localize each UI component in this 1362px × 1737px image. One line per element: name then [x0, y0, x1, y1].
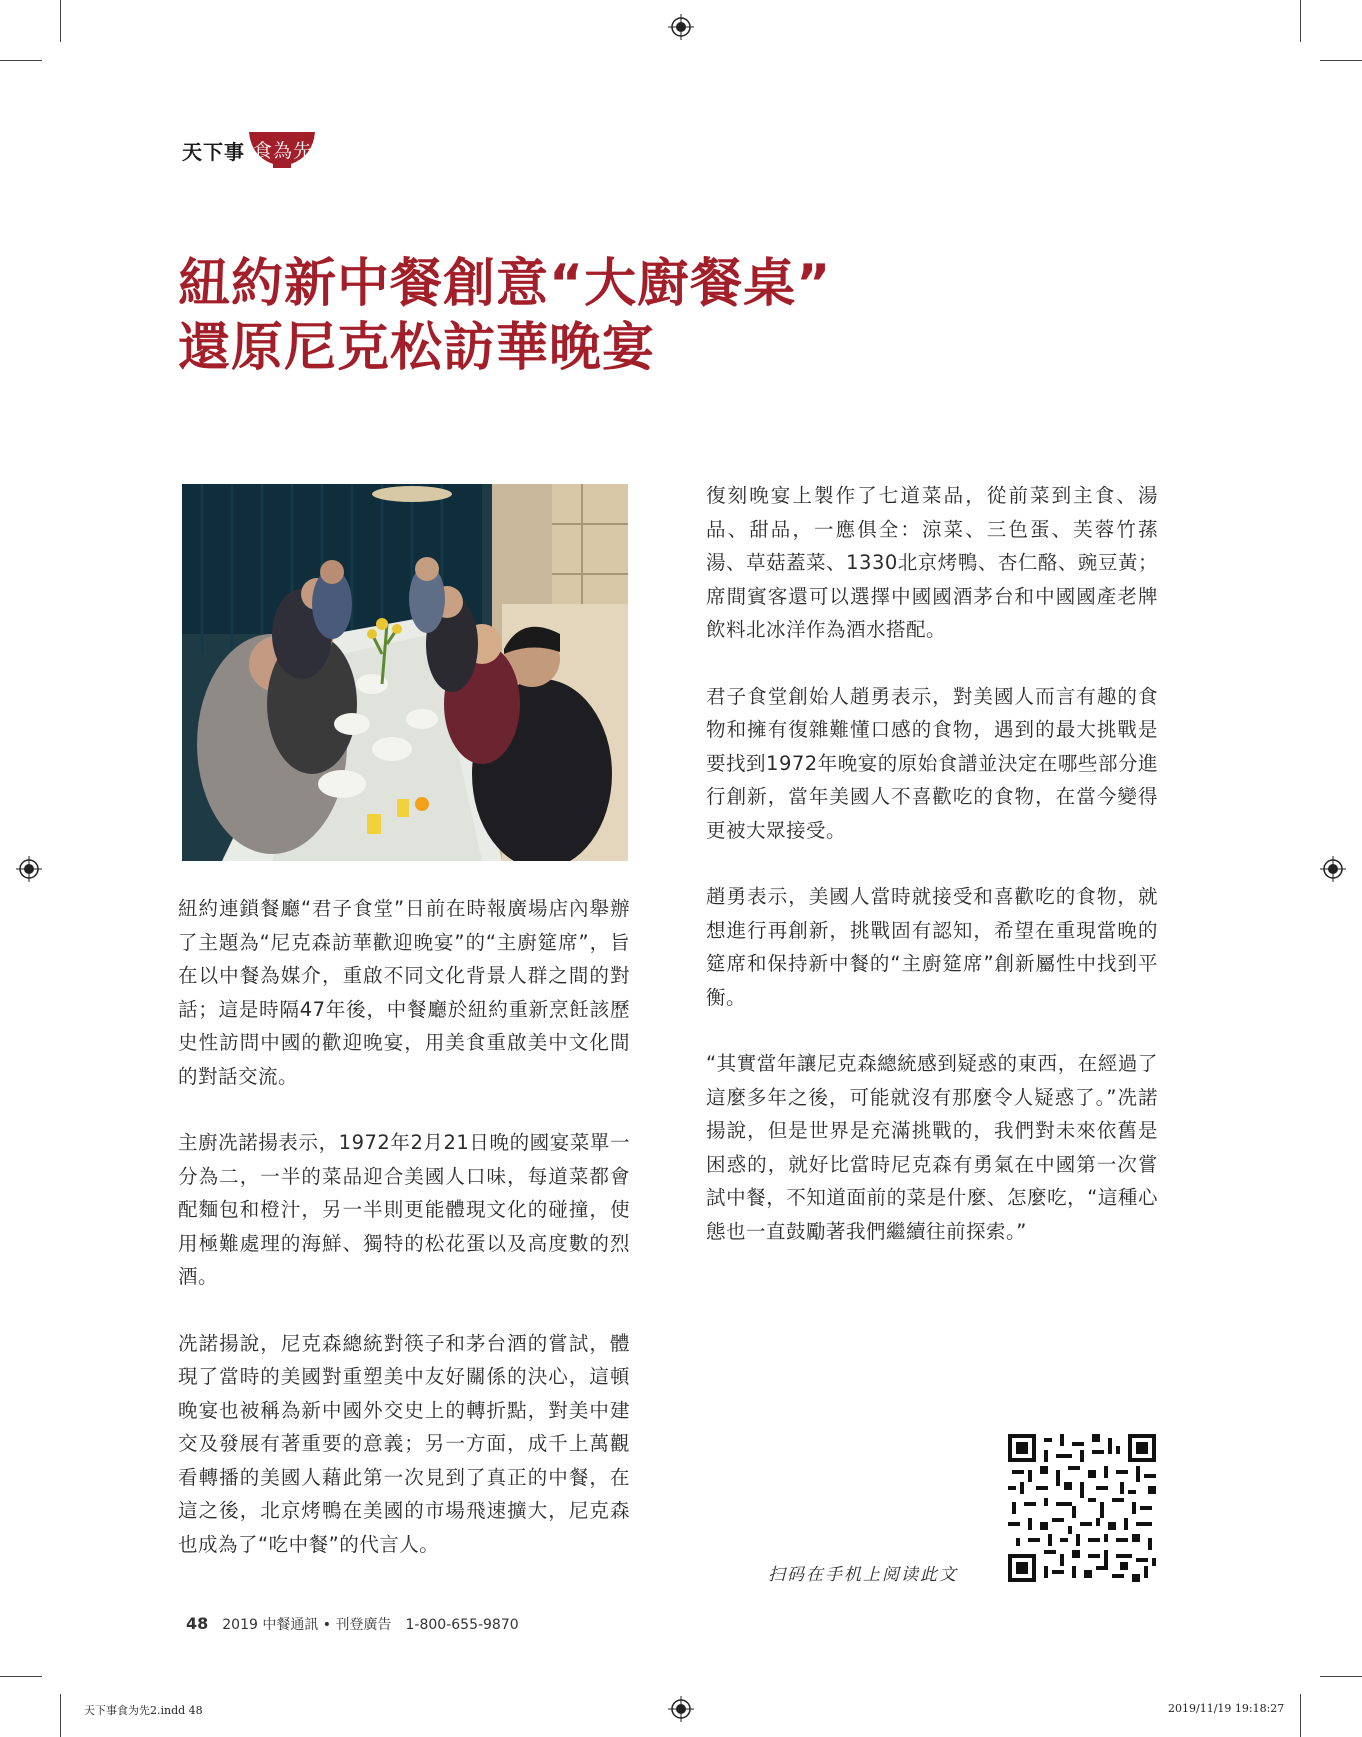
crop-mark — [0, 60, 42, 61]
registration-mark-icon — [1320, 856, 1346, 882]
crop-mark — [0, 1676, 42, 1677]
publication-line: 2019 中餐通訊 • 刊登廣告 — [222, 1617, 392, 1633]
paragraph: 紐約連鎖餐廳“君子食堂”日前在時報廣場店內舉辦了主題為“尼克森訪華歡迎晚宴”的“主廚筵席”，旨在以中餐為媒介，重啟不同文化背景人群之間的對話；這是時隔47年後，中餐廳於紐約重新烹飪該歷史性訪問中國的歡迎晚宴，用美食重啟美中文化間的對話交流。 — [178, 897, 630, 1088]
crop-mark — [60, 0, 61, 42]
paragraph: 主廚冼諾揚表示，1972年2月21日晚的國宴菜單一分為二，一半的菜品迎合美國人口味，每道菜都會配麵包和橙汁，另一半則更能體現文化的碰撞，使用極難處理的海鮮、獨特的松花蛋以及高度數的烈酒。 — [178, 1131, 630, 1288]
phone-number: 1-800-655-9870 — [405, 1617, 519, 1633]
slug-filename: 天下事食为先2.indd 48 — [84, 1704, 203, 1717]
headline-line-1: 紐約新中餐創意“大廚餐桌” — [178, 254, 832, 314]
crop-mark — [60, 1694, 61, 1737]
crop-mark — [1300, 1694, 1301, 1737]
crop-mark — [1320, 60, 1362, 61]
paragraph: 冼諾揚說，尼克森總統對筷子和茅台酒的嘗試，體現了當時的美國對重塑美中友好關係的決心，這頓晚宴也被稱為新中國外交史上的轉折點，對美中建交及發展有著重要的意義；另一方面，成千上萬觀看轉播的美國人藉此第一次見到了真正的中餐，在這之後，北京烤鴨在美國的市場飛速擴大，尼克森也成為了“吃中餐”的代言人。 — [178, 1331, 630, 1556]
crop-mark — [1320, 1676, 1362, 1677]
bowl-icon — [247, 126, 317, 172]
registration-mark-icon — [668, 14, 694, 40]
page-footer — [186, 1614, 519, 1634]
slug-timestamp: 2019/11/19 19:18:27 — [1168, 1702, 1285, 1715]
paragraph: 趙勇表示，美國人當時就接受和喜歡吃的食物，就想進行再創新，挑戰固有認知，希望在重現當晚的筵席和保持新中餐的“主廚筵席”創新屬性中找到平衡。 — [706, 885, 1158, 1009]
registration-mark-icon — [16, 856, 42, 882]
registration-mark-icon — [668, 1696, 694, 1722]
qr-code-icon[interactable] — [1008, 1434, 1156, 1582]
paragraph: “其實當年讓尼克森總統感到疑惑的東西，在經過了這麼多年之後，可能就沒有那麼令人疑惑了。”冼諾揚說，但是世界是充滿挑戰的，我們對未來依舊是困惑的，就好比當時尼克森有勇氣在中國第一次嘗試中餐，不知道面前的菜是什麼、怎麼吃，“這種心態也一直鼓勵著我們繼續往前探索。” — [706, 1052, 1158, 1243]
section-tag — [182, 126, 317, 172]
section-sublabel: 食為先 — [253, 140, 314, 162]
qr-caption: 扫码在手机上阅读此文 — [768, 1565, 958, 1585]
dinner-photo — [182, 484, 628, 861]
headline-line-2: 還原尼克松訪華晚宴 — [178, 318, 656, 378]
section-label: 天下事 — [182, 140, 245, 164]
paragraph: 復刻晚宴上製作了七道菜品，從前菜到主食、湯品、甜品，一應俱全：涼菜、三色蛋、芙蓉竹蓀湯、草菇蓋菜、1330北京烤鴨、杏仁酪、豌豆黃；席間賓客還可以選擇中國國酒茅台和中國國產老牌飲料北冰洋作為酒水搭配。 — [706, 484, 1158, 641]
paragraph: 君子食堂創始人趙勇表示，對美國人而言有趣的食物和擁有復雜難懂口感的食物，遇到的最大挑戰是要找到1972年晚宴的原始食譜並決定在哪些部分進行創新，當年美國人不喜歡吃的食物，在當今變得更被大眾接受。 — [706, 684, 1158, 842]
page-number: 48 — [186, 1614, 209, 1633]
right-column — [706, 479, 1158, 1281]
crop-mark — [1300, 0, 1301, 42]
headline — [178, 252, 1078, 380]
left-column — [178, 892, 630, 1594]
